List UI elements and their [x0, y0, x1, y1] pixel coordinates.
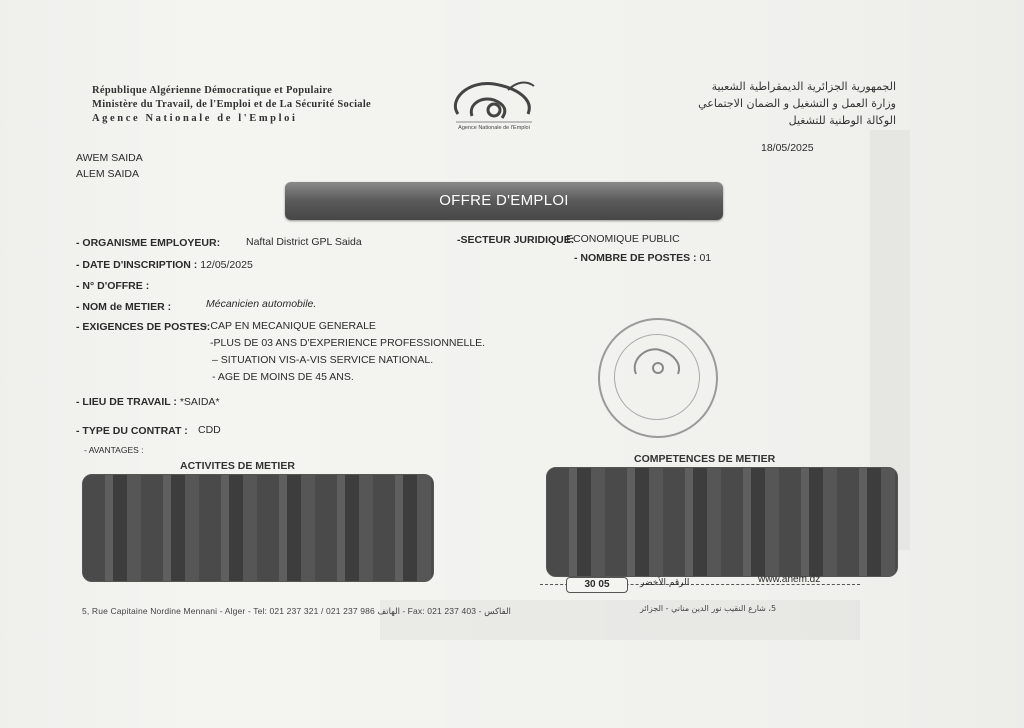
header-french [92, 84, 371, 126]
recipient-name-1: AWEM SAIDA [76, 152, 143, 164]
footer-address-arabic: 5، شارع النقيب نور الدين مناني - الجزائر [640, 604, 777, 613]
website-link[interactable]: www.anem.dz [758, 574, 821, 585]
logo-caption: Agence Nationale de l'Emploi [458, 125, 530, 131]
competences-redacted-block [546, 467, 898, 577]
secteur-value: ECONOMIQUE PUBLIC [566, 233, 680, 245]
nombre-postes-value: 01 [699, 252, 712, 264]
header-fr-ministry: Ministère du Travail, de l'Emploi et de La Sécurité Sociale [92, 99, 372, 110]
header-fr-agency: Agence Nationale de l'Emploi [92, 113, 298, 124]
recipient-name-2: ALEM SAIDA [76, 168, 140, 180]
document-date: 18/05/2025 [761, 142, 814, 154]
stamp-logo-icon [628, 340, 688, 386]
nom-metier-label: - NOM de METIER : [76, 301, 172, 313]
header-arabic [698, 78, 896, 129]
header-ar-republic: الجمهورية الجزائرية الديمقراطية الشعبية [711, 80, 896, 93]
secteur-label: -SECTEUR JURIDIQUE: [457, 234, 575, 246]
footer-address: 5, Rue Capitaine Nordine Mennani - Alger - Tel: 021 237 321 / 021 237 986 الهاتف - Fax: 021 237 403 - الفاكس [82, 606, 511, 616]
organisme-value: Naftal District GPL Saida [246, 236, 362, 248]
lieu-travail-label: - LIEU DE TRAVAIL : [76, 396, 177, 408]
activites-heading: ACTIVITES DE METIER [180, 460, 295, 472]
exigence-item: – SITUATION VIS-A-VIS SERVICE NATIONAL. [212, 354, 434, 366]
competences-heading: COMPETENCES DE METIER [634, 453, 776, 465]
date-inscription-value: 12/05/2025 [200, 259, 253, 271]
nombre-postes-label: - NOMBRE DE POSTES : [574, 252, 697, 264]
lieu-travail-row [76, 396, 220, 408]
nombre-postes-row [574, 252, 711, 264]
page-title: OFFRE D'EMPLOI [285, 182, 723, 220]
exigence-item: - AGE DE MOINS DE 45 ANS. [212, 371, 354, 383]
activites-redacted-block [82, 474, 434, 582]
exigences-label: - EXIGENCES DE POSTES: [76, 321, 211, 333]
numero-offre-label: - N° D'OFFRE : [76, 280, 150, 292]
organisme-label: - ORGANISME EMPLOYEUR: [76, 237, 221, 249]
date-inscription-row [76, 259, 253, 271]
header-ar-agency: الوكالة الوطنية للتشغيل [788, 114, 896, 127]
header-ar-ministry: وزارة العمل و التشغيل و الضمان الاجتماعي [698, 97, 896, 110]
type-contrat-value: CDD [198, 424, 221, 436]
lieu-travail-value: *SAIDA* [179, 396, 220, 408]
green-number-label: الرقم الأخضر [640, 578, 690, 588]
exigence-item: - CAP EN MECANIQUE GENERALE [204, 320, 376, 332]
type-contrat-label: - TYPE DU CONTRAT : [76, 425, 188, 437]
date-inscription-label: - DATE D'INSCRIPTION : [76, 259, 198, 271]
nom-metier-value: Mécanicien automobile. [206, 298, 317, 310]
exigence-item: -PLUS DE 03 ANS D'EXPERIENCE PROFESSIONNELLE. [210, 337, 486, 349]
avantages-label: - AVANTAGES : [84, 445, 144, 455]
header-fr-republic: République Algérienne Démocratique et Populaire [92, 85, 333, 96]
green-number-badge: 30 05 [566, 577, 628, 593]
